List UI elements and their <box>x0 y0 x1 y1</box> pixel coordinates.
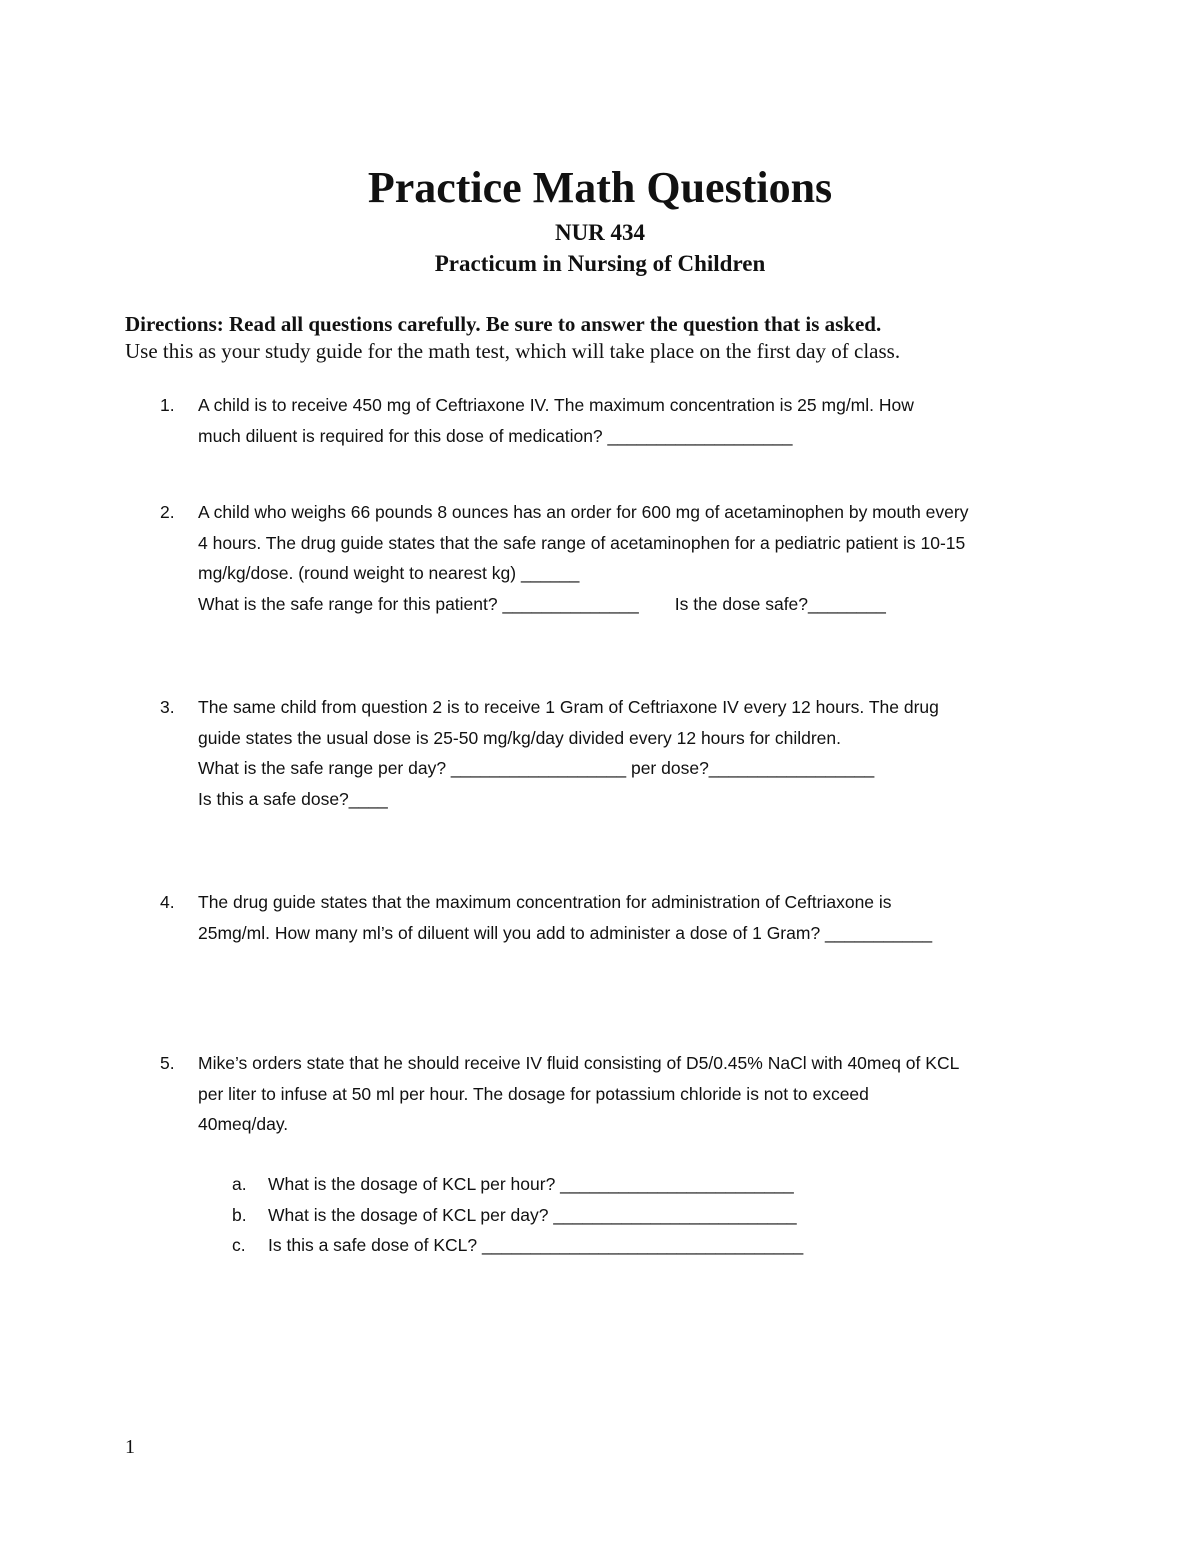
course-code: NUR 434 <box>554 220 646 245</box>
question-number: 2. <box>160 502 175 522</box>
question-line: per liter to infuse at 50 ml per hour. The dosage for potassium chloride is not to exceed <box>198 1083 869 1104</box>
question-number: 1. <box>160 395 175 415</box>
question-line: much diluent is required for this dose of medication? ___________________ <box>198 425 793 446</box>
course-name: Practicum in Nursing of Children <box>434 251 766 276</box>
subquestion-letter: b. <box>232 1205 247 1225</box>
subquestion-text: What is the dosage of KCL per day? _________________________ <box>268 1205 797 1225</box>
question-line: What is the safe range per day? __________________ per dose?_________________ <box>198 758 875 778</box>
question-number: 5. <box>160 1053 175 1073</box>
question-line: A child who weighs 66 pounds 8 ounces has an order for 600 mg of acetaminophen by mouth every <box>198 502 969 522</box>
page-title: Practice Math Questions <box>367 163 833 212</box>
question-line <box>198 589 886 620</box>
question-line: 40meq/day. <box>198 1114 289 1134</box>
question-line: The same child from question 2 is to receive 1 Gram of Ceftriaxone IV every 12 hours. The drug <box>198 697 939 717</box>
question-number: 4. <box>160 892 175 912</box>
question-line: The drug guide states that the maximum concentration for administration of Ceftriaxone is <box>198 892 892 912</box>
question-number: 3. <box>160 697 175 717</box>
question-line: Mike’s orders state that he should receive IV fluid consisting of D5/0.45% NaCl with 40meq of KCL <box>198 1053 960 1073</box>
safe-range-prompt: What is the safe range for this patient? ______________ <box>198 593 639 614</box>
page-number: 1 <box>125 1436 135 1458</box>
question-line: mg/kg/dose. (round weight to nearest kg) ______ <box>198 563 580 583</box>
question-line: A child is to receive 450 mg of Ceftriaxone IV. The maximum concentration is 25 mg/ml. How <box>198 395 914 415</box>
subquestion-letter: a. <box>232 1174 247 1194</box>
question-line: Is this a safe dose?____ <box>198 788 388 809</box>
study-note: Use this as your study guide for the math test, which will take place on the first day of class. <box>125 339 901 363</box>
dose-safe-prompt: Is the dose safe?________ <box>674 593 886 614</box>
subquestion-text: What is the dosage of KCL per hour? ________________________ <box>268 1174 794 1194</box>
question-line: 25mg/ml. How many ml’s of diluent will you add to administer a dose of 1 Gram? ___________ <box>198 922 933 943</box>
subquestion-letter: c. <box>232 1235 246 1255</box>
question-line: guide states the usual dose is 25-50 mg/kg/day divided every 12 hours for children. <box>198 727 842 748</box>
subquestion-text: Is this a safe dose of KCL? _________________________________ <box>268 1235 804 1255</box>
question-line: 4 hours. The drug guide states that the safe range of acetaminophen for a pediatric patient is 10-15 <box>198 532 966 553</box>
directions-text: Directions: Read all questions carefully. Be sure to answer the question that is asked. <box>125 312 882 336</box>
